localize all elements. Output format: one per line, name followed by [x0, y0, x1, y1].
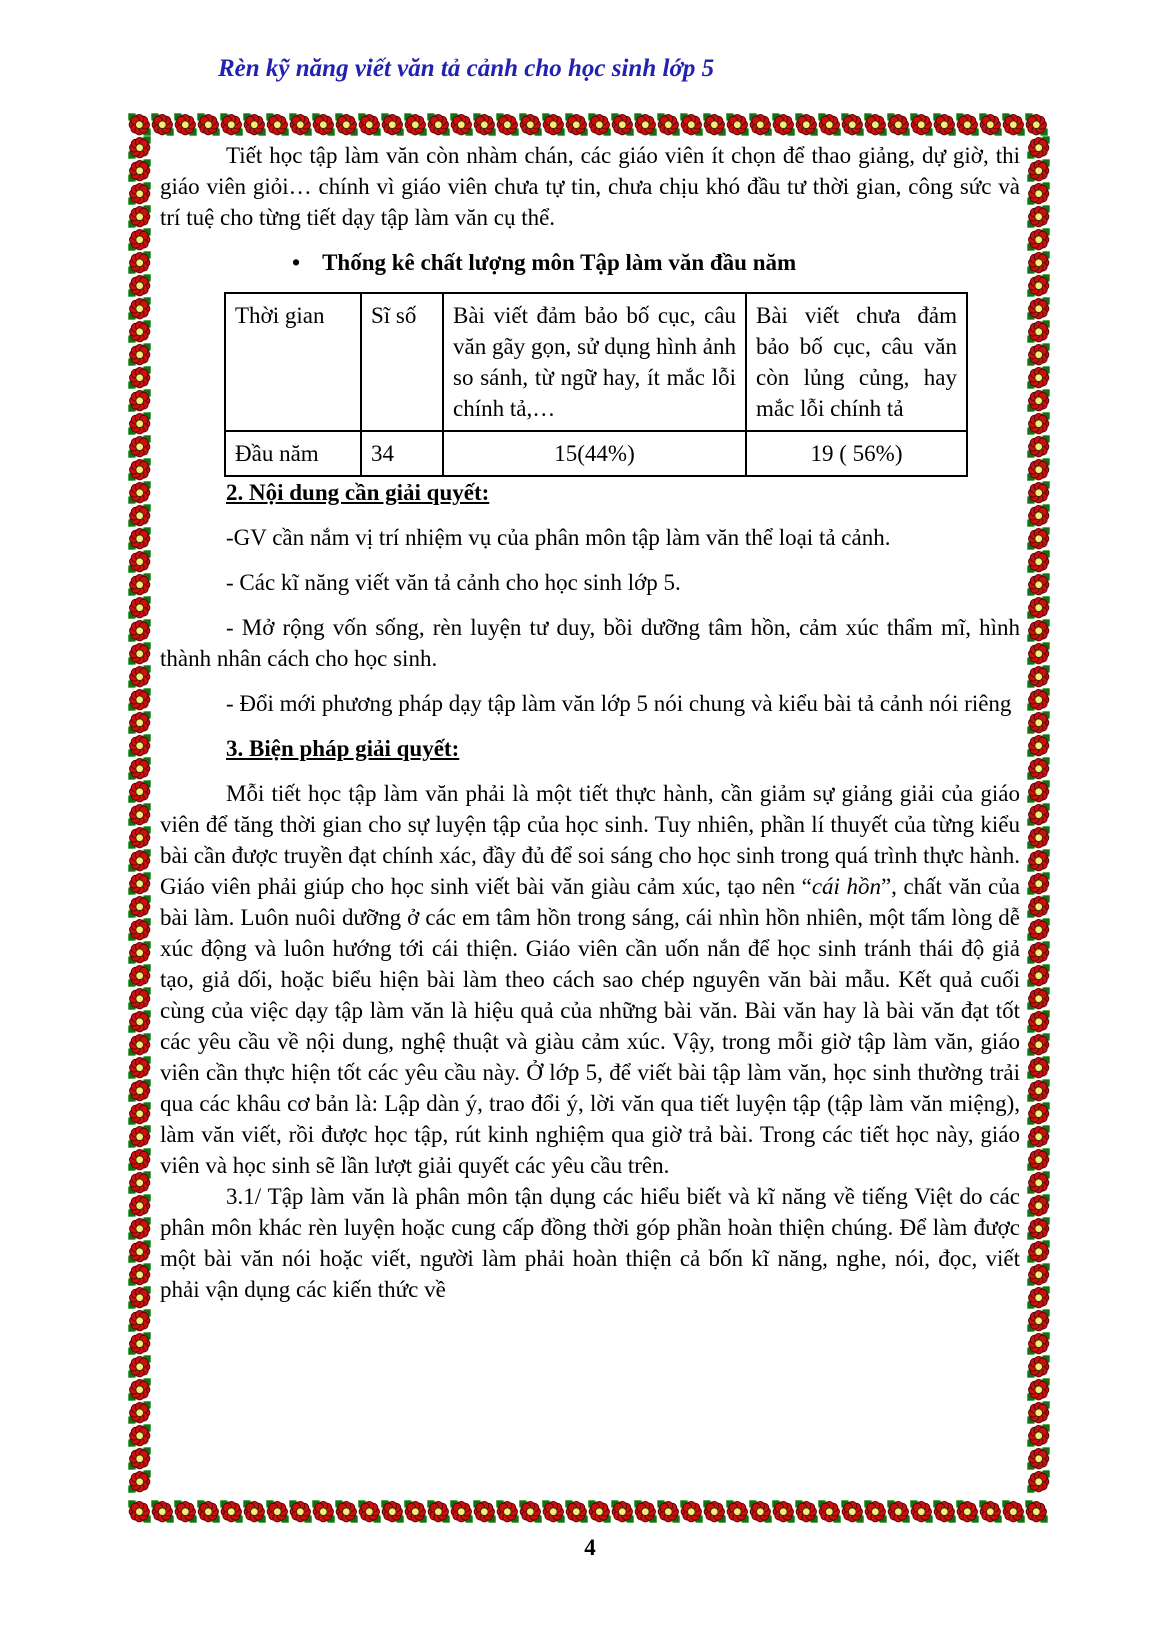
flower-icon: [1027, 1401, 1050, 1424]
flower-icon: [956, 113, 979, 136]
flower-icon: [1027, 826, 1050, 849]
flower-icon: [128, 550, 151, 573]
flower-icon: [128, 389, 151, 412]
flower-icon: [795, 1500, 818, 1523]
flower-icon: [1027, 297, 1050, 320]
stats-heading: [160, 247, 1020, 278]
header-cell-chua-dat: Bài viết chưa đảm bảo bố cục, câu văn còn lủng củng, hay mắc lỗi chính tả: [746, 293, 967, 431]
flower-icon: [312, 113, 335, 136]
flower-icon: [818, 1500, 841, 1523]
flower-icon: [128, 1125, 151, 1148]
flower-icon: [634, 113, 657, 136]
flower-icon: [542, 113, 565, 136]
flower-icon: [128, 297, 151, 320]
flower-icon: [933, 1500, 956, 1523]
flower-icon: [887, 1500, 910, 1523]
section-2-heading: 2. Nội dung cần giải quyết:: [226, 480, 490, 505]
flower-icon: [128, 412, 151, 435]
flower-icon: [1027, 964, 1050, 987]
flower-icon: [1027, 1286, 1050, 1309]
header-cell-dat: Bài viết đảm bảo bố cục, câu văn gãy gọn, sử dụng hình ảnh so sánh, từ ngữ hay, ít mắc lỗi chính tả,…: [443, 293, 746, 431]
flower-icon: [1027, 1332, 1050, 1355]
flower-icon: [450, 113, 473, 136]
flower-icon: [726, 113, 749, 136]
flower-icon: [266, 113, 289, 136]
flower-icon: [1027, 1263, 1050, 1286]
section-2-item: - Đổi mới phương pháp dạy tập làm văn lớp 5 nói chung và kiểu bài tả cảnh nói riêng: [226, 691, 1012, 716]
section-3-heading: 3. Biện pháp giải quyết:: [226, 736, 460, 761]
flower-icon: [128, 895, 151, 918]
flower-icon: [128, 941, 151, 964]
flower-icon: [1027, 504, 1050, 527]
page-number: 4: [584, 1535, 596, 1560]
flower-icon: [496, 113, 519, 136]
flower-icon: [450, 1500, 473, 1523]
flower-icon: [128, 1447, 151, 1470]
flower-icon: [1027, 1056, 1050, 1079]
cell-dat-value: 15(44%): [443, 431, 746, 476]
page-title: Rèn kỹ năng viết văn tả cảnh cho học sinh lớp 5: [218, 55, 715, 82]
flower-icon: [128, 1217, 151, 1240]
cell-dau-nam: Đầu năm: [225, 431, 361, 476]
flower-icon: [128, 366, 151, 389]
flower-icon: [128, 780, 151, 803]
flower-icon: [979, 1500, 1002, 1523]
flower-icon: [1027, 1309, 1050, 1332]
flower-icon: [1027, 182, 1050, 205]
flower-icon: [1027, 642, 1050, 665]
flower-icon: [680, 113, 703, 136]
flower-icon: [128, 711, 151, 734]
flower-icon: [772, 113, 795, 136]
flower-icon: [1027, 1424, 1050, 1447]
flower-icon: [128, 1500, 151, 1523]
flower-icon: [381, 113, 404, 136]
flower-icon: [151, 113, 174, 136]
flower-icon: [1027, 803, 1050, 826]
header-cell-thoi-gian: Thời gian: [225, 293, 361, 431]
flower-icon: [128, 688, 151, 711]
flower-icon: [128, 1102, 151, 1125]
flower-icon: [542, 1500, 565, 1523]
paragraph-text: ”, chất văn của bài làm. Luôn nuôi dưỡng ở các em tâm hồn trong sáng, cái nhìn hồn nhiên, một tấm lòng dễ xúc động và luôn hướng tới cái thiện. Giáo viên cần uốn nắn để học sinh tránh thái độ giả tạo, giả dối, hoặc biểu hiện bài làm theo cách sao chép nguyên văn bài mẫu. Kết quả cuối cùng của việc dạy tập làm văn là hiệu quả của những bài văn. Bài văn hay là bài văn đạt tốt các yêu cầu về nội dung, nghệ thuật và giàu cảm xúc. Vậy, trong mỗi giờ tập làm văn, giáo viên cần thực hiện tốt các yêu cầu này. Ở lớp 5, để viết bài tập làm văn, học sinh thường trải qua các khâu cơ bản là: Lập dàn ý, trao đổi ý, lời văn qua tiết luyện tập (tập làm văn miệng), làm văn viết, rồi được học tập, rút kinh nghiệm qua giờ trả bài. Trong các tiết học này, giáo viên và học sinh sẽ lần lượt giải quyết các yêu cầu trên.: [160, 874, 1020, 1178]
section-2-item: - Mở rộng vốn sống, rèn luyện tư duy, bồi dưỡng tâm hồn, cảm xúc thẩm mĩ, hình thành nhân cách cho học sinh.: [160, 615, 1020, 671]
flower-icon: [404, 113, 427, 136]
flower-icon: [1027, 665, 1050, 688]
flower-icon: [634, 1500, 657, 1523]
flower-icon: [128, 1470, 151, 1493]
flower-icon: [1027, 228, 1050, 251]
flower-icon: [841, 113, 864, 136]
flower-icon: [1027, 1447, 1050, 1470]
intro-paragraph: Tiết học tập làm văn còn nhàm chán, các giáo viên ít chọn để thao giảng, dự giờ, thi giáo viên giỏi… chính vì giáo viên chưa tự tin, chưa chịu khó đầu tư thời gian, công sức và trí tuệ cho từng tiết dạy tập làm văn cụ thể.: [160, 143, 1020, 230]
flower-icon: [1027, 941, 1050, 964]
flower-icon: [1025, 113, 1048, 136]
flower-icon: [1027, 1470, 1050, 1493]
flower-icon: [1027, 458, 1050, 481]
flower-icon: [128, 182, 151, 205]
flower-icon: [657, 113, 680, 136]
table-row: [225, 431, 967, 476]
flower-icon: [128, 1332, 151, 1355]
flower-icon: [1027, 527, 1050, 550]
flower-icon: [1027, 619, 1050, 642]
flower-icon: [128, 1194, 151, 1217]
flower-icon: [128, 113, 151, 136]
flower-icon: [1027, 734, 1050, 757]
section-2-item: -GV cần nắm vị trí nhiệm vụ của phân môn tập làm văn thể loại tả cảnh.: [226, 525, 891, 550]
flower-icon: [128, 1056, 151, 1079]
flower-icon: [128, 1033, 151, 1056]
flower-icon: [1027, 849, 1050, 872]
flower-icon: [128, 251, 151, 274]
flower-icon: [128, 1401, 151, 1424]
stats-heading-label: Thống kê chất lượng môn Tập làm văn đầu năm: [322, 250, 797, 275]
flower-icon: [1027, 389, 1050, 412]
flower-icon: [1027, 159, 1050, 182]
flower-icon: [174, 113, 197, 136]
flower-icon: [1027, 918, 1050, 941]
flower-icon: [1027, 1079, 1050, 1102]
flower-icon: [335, 113, 358, 136]
flower-icon: [243, 1500, 266, 1523]
flower-icon: [1027, 1125, 1050, 1148]
border-top: [128, 113, 1050, 136]
flower-icon: [128, 619, 151, 642]
flower-icon: [1027, 872, 1050, 895]
section-3-paragraph: [160, 778, 1020, 1181]
flower-icon: [703, 1500, 726, 1523]
flower-icon: [289, 1500, 312, 1523]
flower-icon: [772, 1500, 795, 1523]
flower-icon: [611, 113, 634, 136]
flower-icon: [887, 113, 910, 136]
flower-icon: [128, 1263, 151, 1286]
flower-icon: [818, 113, 841, 136]
flower-icon: [1027, 1102, 1050, 1125]
flower-icon: [1027, 1378, 1050, 1401]
flower-icon: [1027, 481, 1050, 504]
flower-icon: [427, 1500, 450, 1523]
flower-icon: [128, 918, 151, 941]
document-body: [160, 140, 1020, 1305]
flower-icon: [174, 1500, 197, 1523]
flower-icon: [1027, 251, 1050, 274]
flower-icon: [1027, 1148, 1050, 1171]
flower-icon: [312, 1500, 335, 1523]
flower-icon: [128, 481, 151, 504]
flower-icon: [1027, 366, 1050, 389]
flower-icon: [128, 1171, 151, 1194]
flower-icon: [473, 1500, 496, 1523]
flower-icon: [404, 1500, 427, 1523]
flower-icon: [128, 1378, 151, 1401]
flower-icon: [703, 113, 726, 136]
flower-icon: [128, 228, 151, 251]
flower-icon: [381, 1500, 404, 1523]
flower-icon: [680, 1500, 703, 1523]
flower-icon: [220, 113, 243, 136]
flower-icon: [151, 1500, 174, 1523]
flower-icon: [128, 320, 151, 343]
flower-icon: [128, 159, 151, 182]
flower-icon: [1027, 1033, 1050, 1056]
flower-icon: [726, 1500, 749, 1523]
border-bottom: [128, 1500, 1050, 1523]
flower-icon: [128, 573, 151, 596]
flower-icon: [220, 1500, 243, 1523]
flower-icon: [1027, 711, 1050, 734]
flower-icon: [128, 1010, 151, 1033]
flower-icon: [1025, 1500, 1048, 1523]
flower-icon: [427, 113, 450, 136]
cell-chua-dat-value: 19 ( 56%): [746, 431, 967, 476]
flower-icon: [473, 113, 496, 136]
flower-icon: [1027, 1010, 1050, 1033]
flower-icon: [1027, 780, 1050, 803]
section-3-1-paragraph: 3.1/ Tập làm văn là phân môn tận dụng các hiểu biết và kĩ năng về tiếng Việt do các phân môn khác rèn luyện hoặc cung cấp đồng thời góp phần hoàn thiện chúng. Để làm được một bài văn nói hoặc viết, người làm phải hoàn thiện cả bốn kĩ năng, nghe, nói, đọc, viết phải vận dụng các kiến thức về: [160, 1184, 1020, 1302]
flower-icon: [519, 1500, 542, 1523]
flower-icon: [128, 1309, 151, 1332]
flower-icon: [128, 527, 151, 550]
flower-icon: [128, 596, 151, 619]
paragraph-text: Mỗi tiết học tập làm văn phải là một tiết thực hành, cần giảm sự giảng giải của giáo viên để tăng thời gian cho sự luyện tập của học sinh. Tuy nhiên, phần lí thuyết của từng kiểu bài cần được truyền đạt chính xác, đầy đủ để soi sáng cho học sinh trong quá trình thực hành. Giáo viên phải giúp cho học sinh viết bài văn giàu cảm xúc, tạo nên “: [160, 781, 1020, 899]
flower-icon: [1002, 1500, 1025, 1523]
flower-icon: [1027, 757, 1050, 780]
bullet-icon: •: [292, 250, 301, 275]
flower-icon: [1027, 136, 1050, 159]
flower-icon: [128, 1424, 151, 1447]
flower-icon: [1027, 435, 1050, 458]
flower-icon: [358, 1500, 381, 1523]
flower-icon: [128, 1148, 151, 1171]
flower-icon: [864, 113, 887, 136]
flower-icon: [1027, 1240, 1050, 1263]
flower-icon: [128, 435, 151, 458]
flower-icon: [1027, 550, 1050, 573]
flower-icon: [128, 734, 151, 757]
flower-icon: [197, 113, 220, 136]
flower-icon: [979, 113, 1002, 136]
cell-si-so-value: 34: [361, 431, 443, 476]
flower-icon: [197, 1500, 220, 1523]
flower-icon: [128, 1286, 151, 1309]
flower-icon: [588, 113, 611, 136]
flower-icon: [128, 274, 151, 297]
flower-icon: [749, 1500, 772, 1523]
flower-icon: [1027, 987, 1050, 1010]
border-left: [128, 136, 151, 1500]
flower-icon: [1027, 343, 1050, 366]
flower-icon: [128, 964, 151, 987]
flower-icon: [1027, 1194, 1050, 1217]
flower-icon: [588, 1500, 611, 1523]
flower-icon: [128, 1079, 151, 1102]
flower-icon: [864, 1500, 887, 1523]
flower-icon: [128, 458, 151, 481]
flower-icon: [128, 803, 151, 826]
flower-icon: [841, 1500, 864, 1523]
flower-icon: [565, 1500, 588, 1523]
flower-icon: [128, 504, 151, 527]
flower-icon: [128, 757, 151, 780]
flower-icon: [289, 113, 312, 136]
flower-icon: [657, 1500, 680, 1523]
flower-icon: [519, 113, 542, 136]
flower-icon: [128, 1240, 151, 1263]
flower-icon: [128, 136, 151, 159]
section-2-item: - Các kĩ năng viết văn tả cảnh cho học sinh lớp 5.: [226, 570, 681, 595]
flower-icon: [128, 205, 151, 228]
flower-icon: [910, 1500, 933, 1523]
flower-icon: [1027, 412, 1050, 435]
flower-icon: [335, 1500, 358, 1523]
flower-icon: [358, 113, 381, 136]
flower-icon: [128, 1355, 151, 1378]
flower-icon: [1027, 596, 1050, 619]
table-header-row: [225, 293, 967, 431]
flower-icon: [128, 849, 151, 872]
flower-icon: [1027, 1355, 1050, 1378]
flower-icon: [910, 113, 933, 136]
flower-icon: [128, 642, 151, 665]
flower-icon: [795, 113, 818, 136]
flower-icon: [496, 1500, 519, 1523]
flower-icon: [1027, 1217, 1050, 1240]
flower-icon: [1027, 688, 1050, 711]
flower-icon: [128, 826, 151, 849]
flower-icon: [1027, 1171, 1050, 1194]
flower-icon: [1027, 573, 1050, 596]
flower-icon: [749, 113, 772, 136]
flower-icon: [128, 665, 151, 688]
flower-icon: [1027, 205, 1050, 228]
flower-icon: [266, 1500, 289, 1523]
flower-icon: [956, 1500, 979, 1523]
flower-icon: [1027, 895, 1050, 918]
stats-table: [224, 292, 968, 477]
flower-icon: [1027, 320, 1050, 343]
flower-icon: [243, 113, 266, 136]
flower-icon: [128, 872, 151, 895]
flower-icon: [611, 1500, 634, 1523]
header-cell-si-so: Sĩ số: [361, 293, 443, 431]
border-right: [1027, 136, 1050, 1500]
flower-icon: [128, 343, 151, 366]
flower-icon: [565, 113, 588, 136]
flower-icon: [1002, 113, 1025, 136]
flower-icon: [1027, 274, 1050, 297]
flower-icon: [128, 987, 151, 1010]
flower-icon: [933, 113, 956, 136]
italic-phrase: cái hồn: [811, 874, 881, 899]
